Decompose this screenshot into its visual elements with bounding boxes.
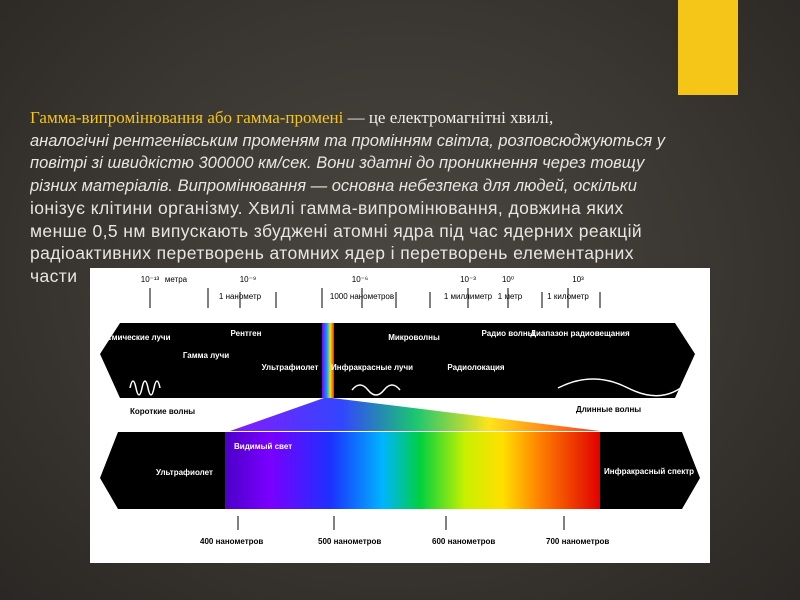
text-line-4: різних матеріалів. Випромінювання — основна небезпека для людей, оскільки: [30, 176, 637, 195]
text-line-8: части: [30, 265, 78, 286]
body-text: [30, 107, 800, 287]
spectrum-figure: [90, 268, 710, 563]
lower-visible-label: Видимый свет: [234, 442, 293, 451]
band-gamma: Гамма лучи: [182, 351, 230, 360]
scale-unit-2: 1 нанометр: [218, 292, 262, 301]
text-line-6: менше 0,5 нм випускають збуджені атомні ядра під час ядерних реакцій: [30, 220, 643, 241]
band-microwave: Микроволны: [388, 333, 440, 342]
text-line-7: радіоактивних перетворень атомних ядер і перетворень елементарних: [30, 243, 634, 263]
long-waves-label: Длинные волны: [576, 405, 642, 414]
bottom-scale-600: 600 нанометров: [432, 537, 496, 546]
scale-unit-1: метра: [164, 275, 188, 284]
band-ir-upper: Инфракрасные лучи: [330, 363, 414, 372]
scale-unit-4: 1 миллиметр: [443, 292, 493, 301]
band-uv-upper: Ультрафиолет: [261, 363, 319, 372]
band-radar: Радиолокация: [447, 363, 505, 372]
spectrum-diagram: [90, 268, 710, 563]
scale-unit-6: 1 километр: [547, 292, 589, 301]
bottom-scale-400: 400 нанометров: [200, 537, 264, 546]
bottom-scale-500: 500 нанометров: [318, 537, 382, 546]
lower-ir-label: Инфракрасный спектр: [604, 467, 695, 476]
band-xray: Рентген: [230, 329, 262, 338]
band-broadcast: Диапазон радиовещания: [530, 329, 630, 338]
text-line-5: іонізує клітини організму. Хвилі гамма-випромінювання, довжина яких: [30, 198, 624, 218]
band-radio: Радио волны: [481, 329, 535, 338]
visible-fan: [230, 398, 600, 431]
scale-exp-3: 10⁻⁶: [351, 275, 369, 284]
scale-exp-1: 10⁻¹³: [140, 275, 160, 284]
scale-exp-4: 10⁻³: [460, 275, 476, 284]
scale-exp-5: 10⁰: [501, 275, 515, 284]
scale-unit-3: 1000 нанометров: [329, 292, 395, 301]
text-line-1: Гамма-випромінювання або гамма-промені — це електромагнітні хвилі,: [30, 108, 554, 127]
visible-slit: [322, 323, 334, 398]
scale-exp-6: 10³: [572, 275, 584, 284]
term-gamma: Гамма-випромінювання або гамма-промені: [30, 108, 344, 127]
accent-bar: [678, 0, 738, 95]
lower-uv-label: Ультрафиолет: [156, 468, 213, 477]
bottom-scale-700: 700 нанометров: [546, 537, 610, 546]
text-line-3: повітрі зі швидкістю 300000 км/сек. Вони здатні до проникнення через товщу: [30, 154, 645, 172]
bottom-scale: [238, 516, 564, 530]
scale-unit-5: 1 метр: [497, 292, 523, 301]
text-line-2: аналогічні рентгенівським променям та промінням світла, розповсюджуються у: [30, 131, 666, 150]
scale-exp-2: 10⁻⁹: [239, 275, 257, 284]
band-cosmic: Космические лучи: [97, 333, 171, 342]
short-waves-label: Короткие волны: [130, 407, 196, 416]
